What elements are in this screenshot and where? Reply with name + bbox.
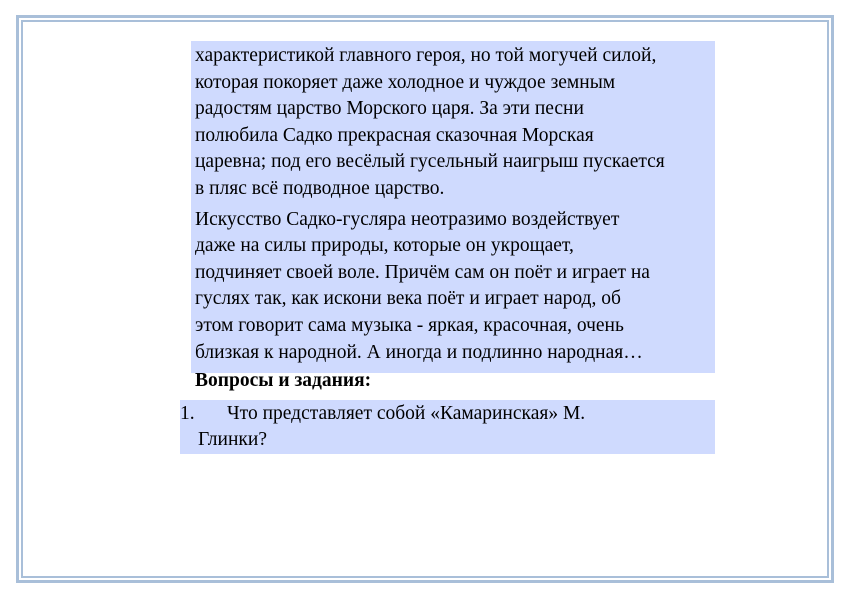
text-line: гуслях так, как искони века поёт и играет народ, об: [195, 288, 621, 310]
text-line: характеристикой главного героя, но той могучей силой,: [195, 45, 657, 66]
list-number: 1.: [180, 403, 195, 424]
text-line: этом говорит сама музыка - яркая, красочная, очень: [195, 314, 624, 336]
text-line: даже на силы природы, которые он укрощает,: [195, 235, 574, 257]
text-line: полюбила Садко прекрасная сказочная Морская: [195, 124, 594, 146]
text-line: царевна; под его весёлый гусельный наигрыш пускается: [195, 151, 665, 173]
question-list-item: [180, 400, 715, 454]
text-line: подчиняет своей воле. Причём сам он поёт и играет на: [195, 261, 650, 283]
text-line: радостям царство Морского царя. За эти песни: [195, 98, 584, 120]
text-line: которая покоряет даже холодное и чуждое земным: [195, 71, 616, 93]
text-line: Искусство Садко-гусляра неотразимо воздействует: [195, 208, 620, 230]
paragraph-1: [195, 43, 711, 203]
text-line: в пляс всё подводное царство.: [195, 177, 445, 199]
questions-heading: Вопросы и задания:: [195, 370, 372, 392]
text-block: [191, 41, 715, 392]
list-item-continuation: Глинки?: [198, 429, 267, 450]
list-item-text: Что представляет собой «Камаринская» М.: [227, 403, 586, 424]
paragraph-2: [195, 207, 711, 367]
text-line: близкая к народной. А иногда и подлинно народная…: [195, 341, 643, 363]
